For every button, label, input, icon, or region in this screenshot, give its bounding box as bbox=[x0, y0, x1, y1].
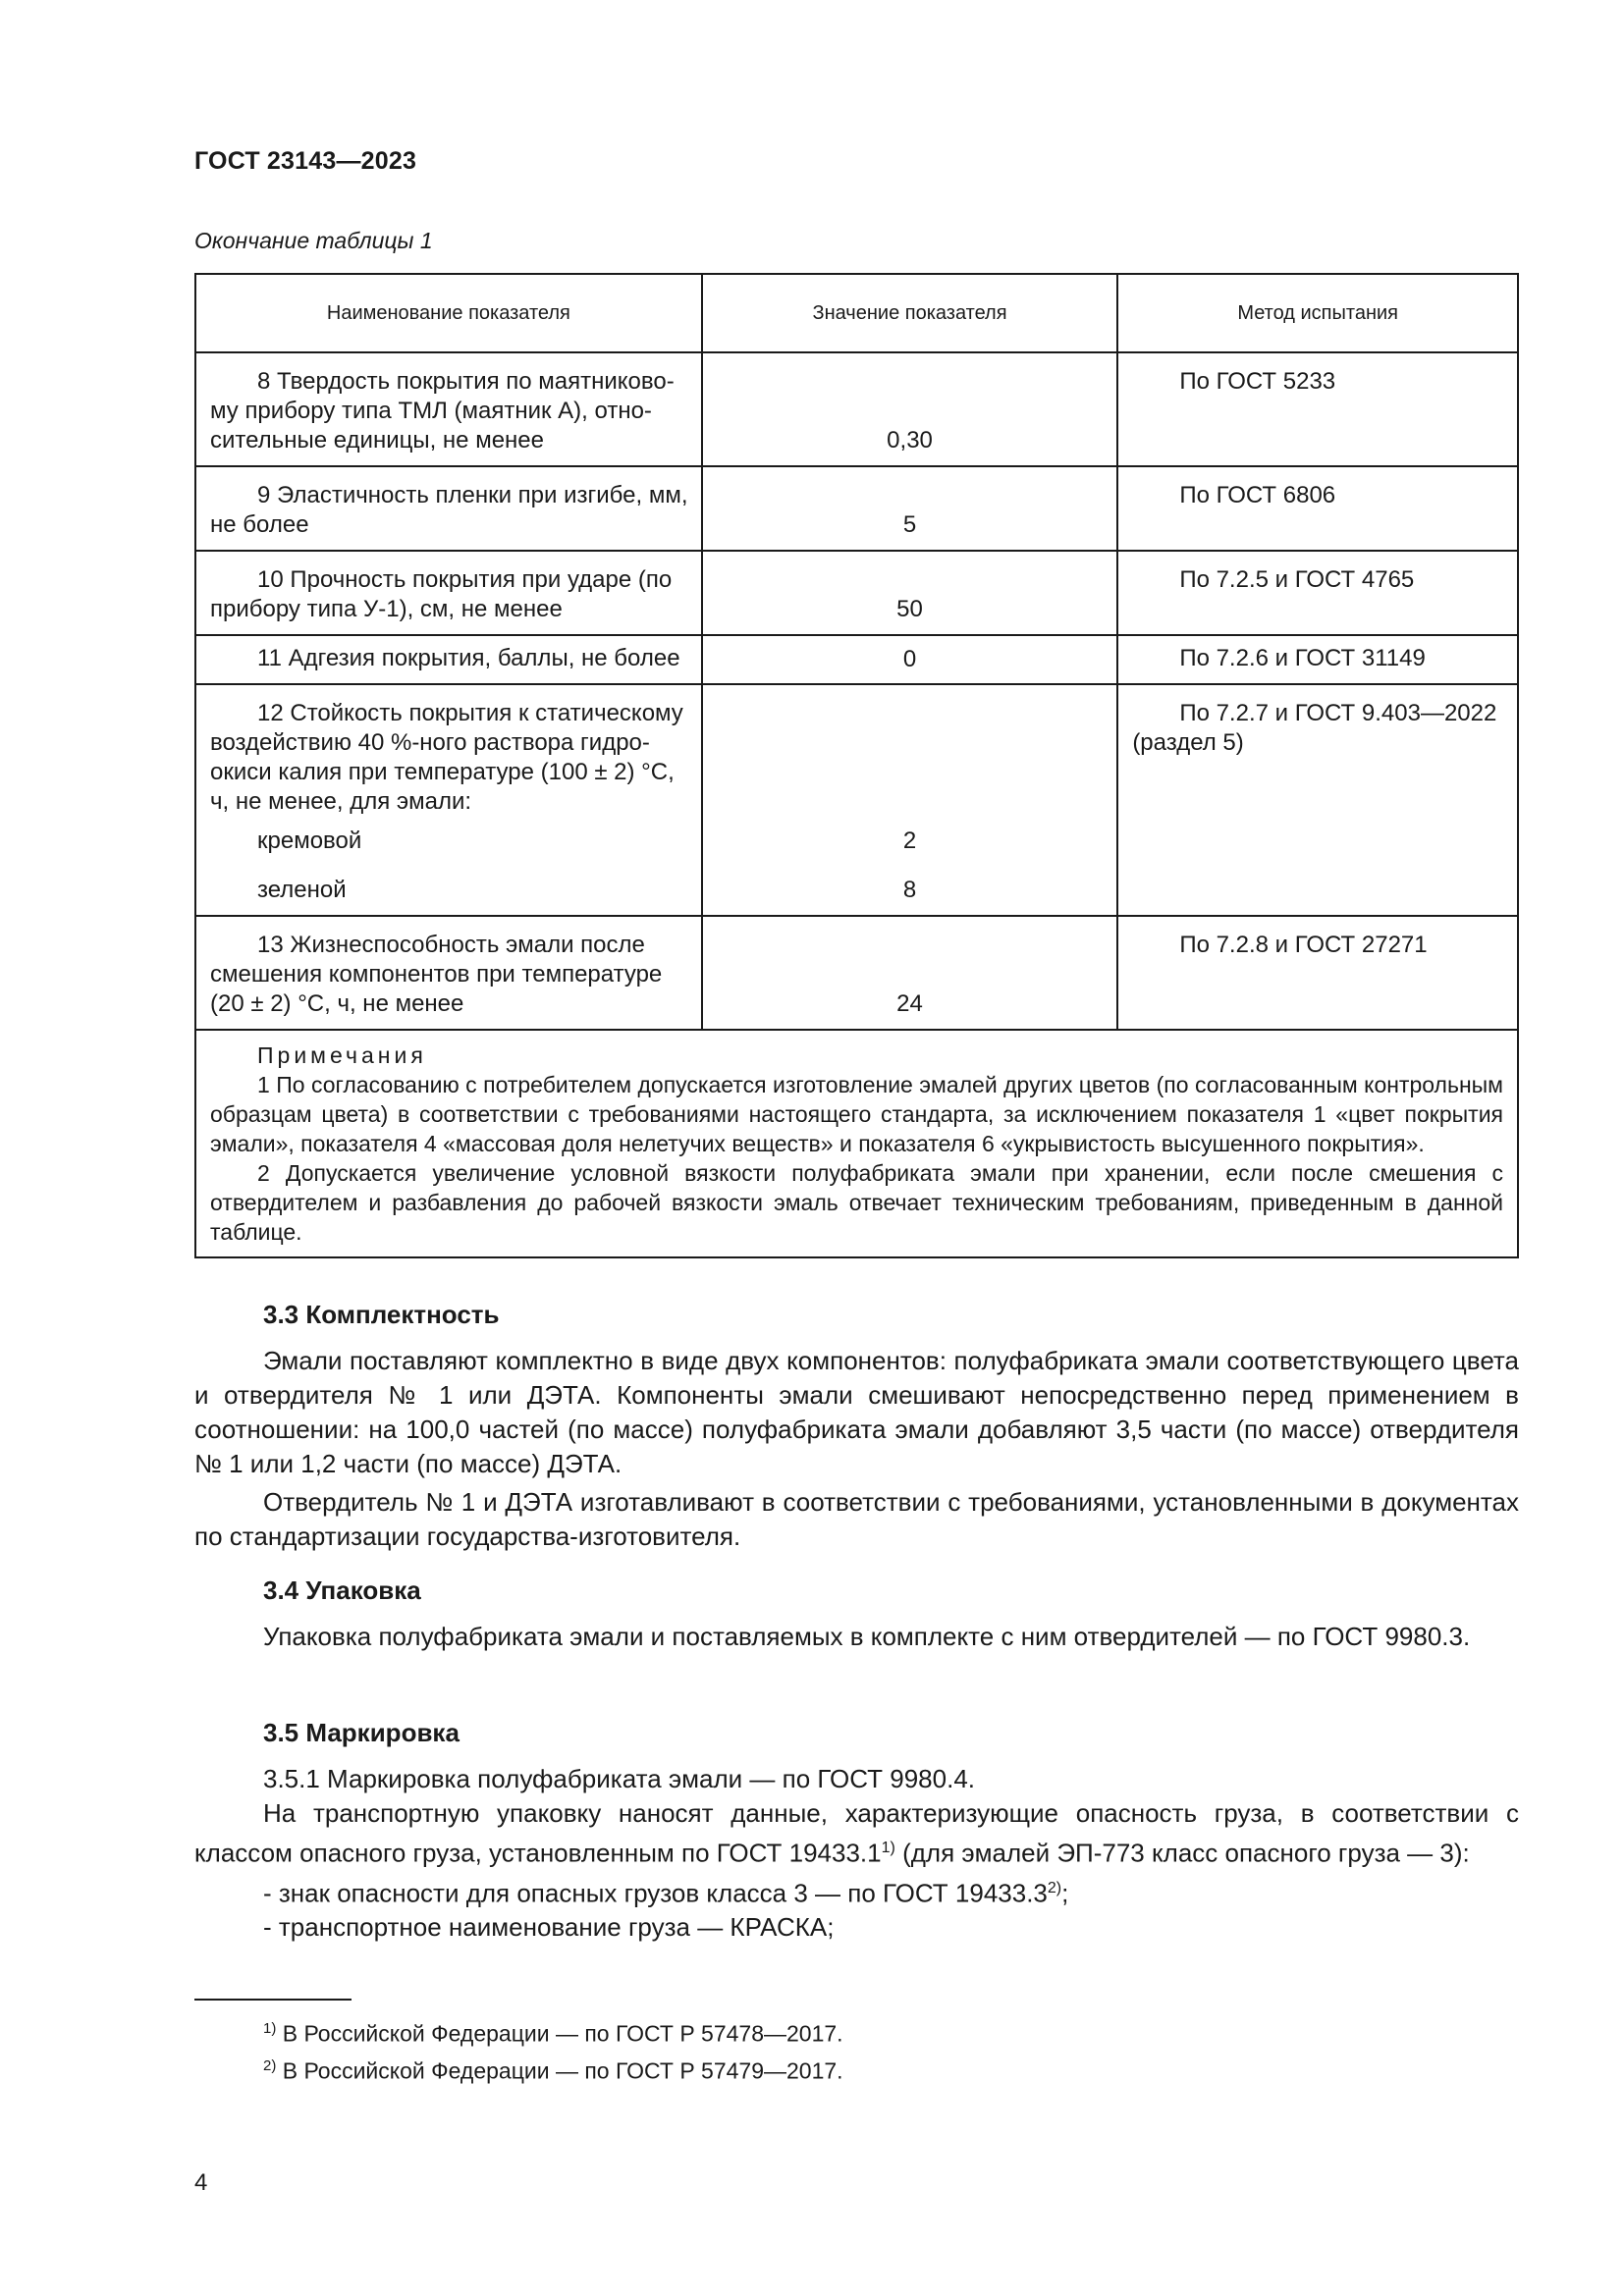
note-item: 2 Допускается увеличение условной вязкости полуфабриката эмали при хранении, если после смешения с отвердителем и разбавления до рабочей вязкости эмаль отвечает техническим требованиям, приведенным в данной таблице. bbox=[210, 1160, 1503, 1245]
table-row bbox=[195, 916, 1518, 1030]
table-notes-row bbox=[195, 1030, 1518, 1257]
indicator-value-cell: 50 bbox=[702, 551, 1118, 635]
test-method-cell: По 7.2.8 и ГОСТ 27271 bbox=[1117, 916, 1518, 1030]
paragraph: 3.5.1 Маркировка полуфабриката эмали — по ГОСТ 9980.4. bbox=[263, 1764, 976, 1793]
sub-item-label: зеленой bbox=[257, 877, 347, 903]
indicator-name-cell: 10 Прочность покрытия при ударе (по прибору типа У-1), см, не менее bbox=[195, 551, 702, 635]
paragraph: Упаковка полуфабриката эмали и поставляемых в комплекте с ним отвердителей — по ГОСТ 9980.3. bbox=[263, 1622, 1471, 1651]
sub-item-value: 8 bbox=[902, 877, 917, 903]
test-method-cell: По ГОСТ 6806 bbox=[1117, 466, 1518, 551]
footnote: $^{2)}$ В Российской Федерации — по ГОСТ Р 57479—2017. bbox=[263, 2057, 843, 2084]
page-number: 4 bbox=[194, 2169, 208, 2196]
footnote-ref: 1) bbox=[881, 1840, 895, 1856]
paragraph: Отвердитель № 1 и ДЭТА изготавливают в соответствии с требованиями, установленными в документах по стандартизации государства-изготовителя. bbox=[194, 1487, 1519, 1551]
indicator-value-cell: 24 bbox=[702, 916, 1118, 1030]
table-row bbox=[195, 684, 1518, 916]
indicator-value-cell: 0,30 bbox=[702, 352, 1118, 466]
column-header-name: Наименование показателя bbox=[195, 274, 702, 352]
footnote-divider bbox=[194, 1999, 352, 2001]
section-3-4 bbox=[194, 1574, 1519, 1654]
indicator-name-cell: 8 Твердость покрытия по маятниково- му прибору типа ТМЛ (маятник А), отно- сительные единицы, не менее bbox=[195, 352, 702, 466]
list-item: - транспортное наименование груза — КРАСКА; bbox=[263, 1912, 835, 1943]
table-row bbox=[195, 352, 1518, 466]
test-method-cell: По ГОСТ 5233 bbox=[1117, 352, 1518, 466]
indicator-name-cell: 13 Жизнеспособность эмали после смешения компонентов при температуре (20 ± 2) °С, ч, не менее bbox=[195, 916, 702, 1030]
test-method-cell: По 7.2.7 и ГОСТ 9.403—2022 (раздел 5) bbox=[1117, 684, 1518, 916]
indicator-name-cell: 12 Стойкость покрытия к статическому воздействию 40 %-ного раствора гидро- окиси калия при температуре (100 ± 2) °С, ч, не менее, для эмали: кремовой зеленой bbox=[195, 684, 702, 916]
indicator-value-cell: 5 bbox=[702, 466, 1118, 551]
table-row bbox=[195, 551, 1518, 635]
note-item: 1 По согласованию с потребителем допускается изготовление эмалей других цветов (по согласованным контрольным образцам цвета) в соответствии с требованиями настоящего стандарта, за исключением показателя 1 «цвет покрытия эмали», показателя 4 «массовая доля нелетучих веществ» и показателя 6 «укрывистость высушенного покрытия». bbox=[210, 1072, 1503, 1156]
list-item: - знак опасности для опасных грузов класса 3 — по ГОСТ 19433.3$^{2)}$; bbox=[263, 1878, 1069, 1908]
paragraph: На транспортную упаковку наносят данные, характеризующие опасность груза, в соответствии с классом опасного груза, установленным по ГОСТ 19433.1$^{1)}$ (для эмалей ЭП-773 класс опасного груза — 3): bbox=[194, 1798, 1519, 1868]
paragraph: Эмали поставляют комплектно в виде двух компонентов: полуфабриката эмали соответствующего цвета и отвердителя № 1 или ДЭТА. Компоненты эмали смешивают непосредственно перед применением в соотношении: на 100,0 частей (по массе) полуфабриката эмали добавляют 3,5 части (по массе) отвердителя № 1 или 1,2 части (по массе) ДЭТА. bbox=[194, 1346, 1519, 1478]
test-method-cell: По 7.2.6 и ГОСТ 31149 bbox=[1117, 635, 1518, 684]
table-row bbox=[195, 466, 1518, 551]
section-3-3 bbox=[194, 1298, 1519, 1554]
column-header-method: Метод испытания bbox=[1117, 274, 1518, 352]
indicator-name-cell: 9 Эластичность пленки при изгибе, мм, не более bbox=[195, 466, 702, 551]
table-caption: Окончание таблицы 1 bbox=[194, 228, 433, 253]
section-title: 3.5 Маркировка bbox=[263, 1718, 460, 1747]
indicator-value-cell: 0 bbox=[702, 635, 1118, 684]
document-header: ГОСТ 23143—2023 bbox=[194, 147, 417, 175]
footnote-ref: 2) bbox=[1047, 1879, 1062, 1896]
section-title: 3.4 Упаковка bbox=[263, 1575, 421, 1605]
table-row bbox=[195, 635, 1518, 684]
footnote: $^{1)}$ В Российской Федерации — по ГОСТ Р 57478—2017. bbox=[263, 2020, 843, 2047]
section-3-5 bbox=[194, 1716, 1519, 1945]
indicator-name-cell: 11 Адгезия покрытия, баллы, не более bbox=[195, 635, 702, 684]
section-title: 3.3 Комплектность bbox=[263, 1300, 500, 1329]
sub-item-label: кремовой bbox=[257, 828, 362, 854]
table-header-row bbox=[195, 274, 1518, 352]
column-header-value: Значение показателя bbox=[702, 274, 1118, 352]
notes-title: Примечания bbox=[257, 1042, 427, 1068]
sub-item-value: 2 bbox=[902, 828, 917, 854]
test-method-cell: По 7.2.5 и ГОСТ 4765 bbox=[1117, 551, 1518, 635]
indicator-value-cell bbox=[702, 684, 1118, 916]
table-notes bbox=[195, 1030, 1518, 1257]
specification-table bbox=[194, 273, 1519, 1258]
